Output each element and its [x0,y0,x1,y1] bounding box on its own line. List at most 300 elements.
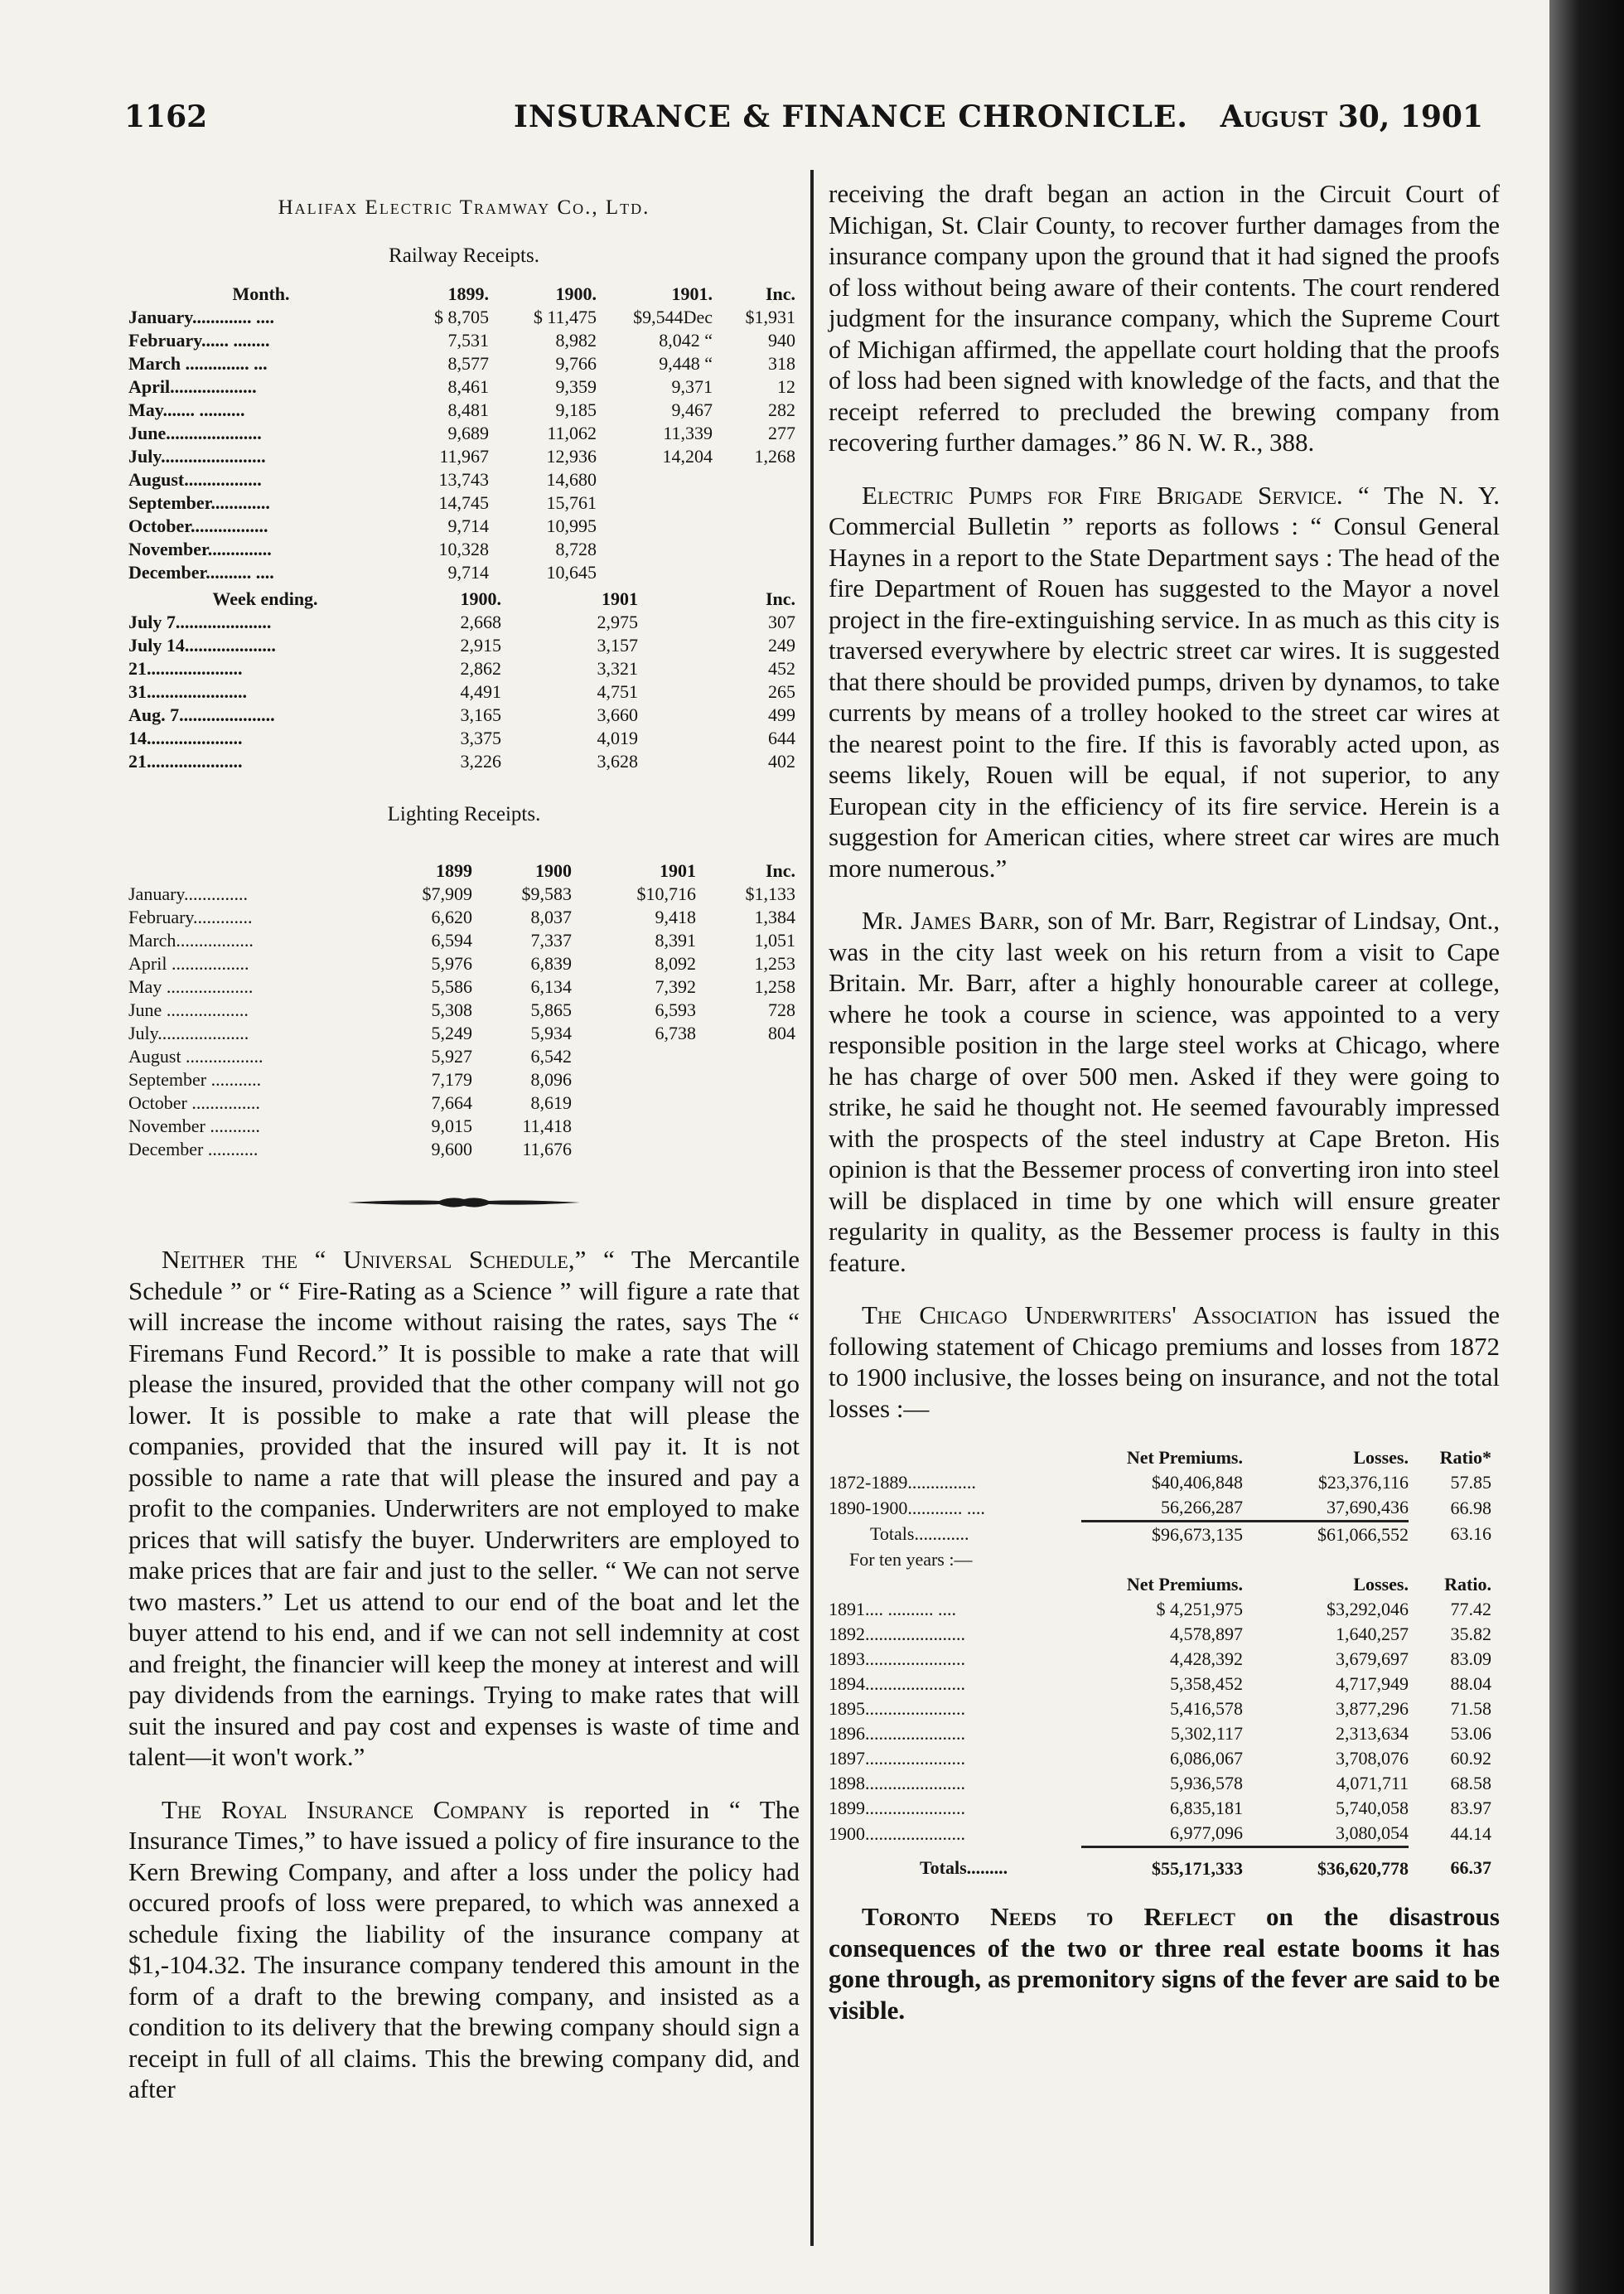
cell-inc: $1,931 [745,307,795,327]
cell-y1900: 3,165 [460,704,501,725]
cell-ratio: 71.58 [1450,1698,1491,1719]
cell-y1901 [597,561,713,584]
cell-ratio: 66.98 [1450,1497,1491,1518]
row-label: 21..................... [128,658,243,679]
issue-date: August 30, 1901 [1220,99,1483,134]
col-header: Ratio. [1444,1574,1491,1595]
article-royal-insurance [128,1794,800,2105]
cell-inc [696,1138,795,1161]
cell-inc [696,1045,795,1068]
cell-y1899: 5,249 [431,1023,472,1043]
cell-y1900: 8,982 [555,330,597,351]
table-row [128,680,795,704]
lighting-receipts-table [128,859,795,1161]
cell-y1901: 9,448 “ [659,353,713,374]
cell-inc: 1,384 [754,907,795,927]
cell-inc: 1,051 [754,930,795,951]
row-label: 1899...................... [829,1798,965,1818]
cell-y1901: 3,321 [597,658,638,679]
cell-loss: 4,071,711 [1336,1773,1409,1793]
col-header [128,859,377,883]
article-lead: Electric Pumps for Fire Brigade Service. [862,480,1343,510]
cell-y1901: 9,371 [671,376,713,397]
totals-losses: $36,620,778 [1243,1847,1409,1882]
cell-y1900: 11,062 [547,423,597,443]
cell-y1900: 2,668 [460,612,501,632]
row-label: May....... .......... [128,399,245,420]
totals-row [829,1847,1491,1882]
page-header [124,99,1483,157]
col-header: 1900. [460,588,501,609]
cell-ratio: 35.82 [1450,1624,1491,1644]
article-lead: Toronto Needs to Reflect [862,1902,1235,1931]
row-label: 14..................... [128,728,243,748]
table-row [128,999,795,1022]
cell-y1899: 6,620 [431,907,472,927]
cell-ratio: 77.42 [1450,1599,1491,1619]
cell-inc [696,1115,795,1138]
row-label: July 14.................... [128,635,276,656]
article-lead: Mr. James Barr, [862,906,1041,935]
row-label: 21..................... [128,751,243,772]
cell-y1901: 8,391 [655,930,696,951]
cell-inc: 499 [768,704,795,725]
row-label: 1893...................... [829,1648,965,1669]
cell-loss: 4,717,949 [1336,1673,1409,1694]
row-label: April ................. [128,953,249,974]
table-row [128,468,795,491]
table-row [128,445,795,468]
cell-y1901: 4,019 [597,728,638,748]
col-header: Inc. [765,860,795,881]
cell-y1901: 3,660 [597,704,638,725]
cell-inc: 1,268 [754,446,795,467]
row-label: January............. .... [128,307,275,327]
cell-y1900: 2,915 [460,635,501,656]
cell-prem: 4,428,392 [1170,1648,1243,1669]
cell-y1900: 10,995 [546,515,597,536]
totals-ratio: 66.37 [1450,1857,1491,1879]
table-row [128,561,795,584]
col-header: Losses. [1353,1574,1409,1595]
column-divider [810,170,814,2246]
cell-y1900: 7,337 [530,930,572,951]
page-number: 1162 [124,99,208,134]
cell-inc: 402 [768,751,795,772]
cell-y1899: 9,015 [431,1116,472,1136]
col-header: 1900. [555,283,597,304]
row-label: June .................. [128,999,249,1020]
cell-y1901: 3,628 [597,751,638,772]
row-label: November.............. [128,539,272,559]
cell-y1899: 8,481 [447,399,489,420]
halifax-title: Halifax Electric Tramway Co., Ltd. [278,196,650,219]
col-header [829,1445,1081,1470]
table-row [128,352,795,375]
col-header: Inc. [765,283,795,304]
cell-y1901: 4,751 [597,681,638,702]
cell-y1901: 14,204 [662,446,713,467]
cell-y1900: 8,037 [530,907,572,927]
cell-inc [696,1091,795,1115]
cell-y1899: 6,594 [431,930,472,951]
cell-y1900: 5,865 [530,999,572,1020]
table-row [128,1138,795,1161]
table-row [829,1821,1491,1847]
row-label: August ................. [128,1046,263,1067]
cell-inc: 728 [768,999,795,1020]
article-body: “ The Mercantile Schedule ” or “ Fire-Rating as a Science ” will figure a rate that will increase the income without raising the rates, says The “ Firemans Fund Record.” It is possible to make a rate that will please the insured, provided that the other company will not go lower. It is possible to make a rate that will please the companies, provided that the insured will pay it. It is not possible to name a rate that will please the insured and pay a profit to the companies. Underwriters are not employed to make prices that will satisfy the buyer. Underwriters are employed to make prices that are fair and just to the seller. “ We can not serve two masters.” Let us attend to our end of the boat and let the buyer attend to his end, and if we can not sell indemnity at cost and freight, the financier will keep the money at interest and will pay dividends from the earnings. Trying to make rates that will suit the insured and pay cost and expenses is waste of time and talent—it won't work.” [128,1245,800,1771]
row-label: September ........... [128,1069,262,1090]
cell-y1901 [572,1068,696,1091]
table-row [128,306,795,329]
cell-y1900: 2,862 [460,658,501,679]
cell-ratio: 83.09 [1450,1648,1491,1669]
cell-y1901: $9,544Dec [633,307,713,327]
cell-loss: 3,080,054 [1336,1822,1409,1843]
row-label: 1898...................... [829,1773,965,1793]
table-row [128,538,795,561]
cell-inc: 12 [777,376,795,397]
cell-y1900: 3,375 [460,728,501,748]
cell-y1899: 5,586 [431,976,472,997]
cell-loss: 1,640,257 [1336,1624,1409,1644]
cell-y1901: $10,716 [636,883,696,904]
row-label: Aug. 7..................... [128,704,275,725]
cell-prem: 4,578,897 [1170,1624,1243,1644]
table-row [128,611,795,634]
cell-y1899: 9,689 [447,423,489,443]
cell-loss: 3,708,076 [1336,1748,1409,1769]
cell-y1901 [597,468,713,491]
cell-prem: 56,266,287 [1161,1497,1243,1517]
right-column [829,178,1500,2047]
cell-y1899: 5,927 [431,1046,472,1067]
totals-ratio: 63.16 [1450,1523,1491,1545]
cell-y1899: 8,461 [447,376,489,397]
cell-y1901: 3,157 [597,635,638,656]
cell-inc: 1,253 [754,953,795,974]
cell-inc: 318 [768,353,795,374]
row-label: December ........... [128,1139,259,1159]
article-royal-insurance-cont: receiving the draft began an action in the Circuit Court of Michigan, St. Clair County, to recover further damages from the insurance company upon the ground that it had signed the proofs of loss without being aware of their contents. The court rendered judgment for the insurance company, which the Supreme Court of Michigan affirmed, the appellate court holding that the proofs of loss had been signed with knowledge of the facts, and that the receipt referred to precluded the brewing company from recovering further damages.” 86 N. W. R., 388. [829,179,1500,457]
table-row [128,491,795,515]
cell-y1901 [597,538,713,561]
row-label: October ............... [128,1092,260,1113]
cell-y1900: 8,619 [530,1092,572,1113]
article-lead: Neither the “ Universal Schedule,” [162,1245,587,1274]
row-label: 1872-1889............... [829,1472,976,1493]
cell-inc: 804 [768,1023,795,1043]
cell-inc [713,515,795,538]
article-body: “ The N. Y. Commercial Bulletin ” reports as follows : “ Consul General Haynes in a report to the State Department says : The head of the fire Department of Rouen has suggested to the Mayor a novel project in the fire-extinguishing service. In as much as this city is traversed everywhere by electric street car wires. It is suggested that there should be provided pumps, driven by dynamos, to take currents by means of a trolley hooked to the street car wires at the nearest point to the fire. If this is favorably acted upon, as seems likely, Rouen will be equal, if not superior, to any European city in the efficiency of its fire service. Herein is a suggestion for American cities, where street car wires are much more numerous.” [829,480,1500,883]
col-header: Ratio* [1439,1447,1491,1468]
cell-prem: 5,416,578 [1170,1698,1243,1719]
row-label: 1896...................... [829,1723,965,1744]
cell-y1900: 4,491 [460,681,501,702]
cell-prem: 6,977,096 [1170,1822,1243,1843]
cell-y1900: 11,418 [522,1116,572,1136]
cell-prem: 6,835,181 [1170,1798,1243,1818]
table-row [128,1045,795,1068]
row-label: November ........... [128,1116,260,1136]
row-label: July 7..................... [128,612,272,632]
table-row [829,1796,1491,1821]
cell-y1899: $ 8,705 [434,307,489,327]
cell-y1901: 9,418 [655,907,696,927]
table-row [128,329,795,352]
article-body: on the disastrous consequences of the two or three real estate booms it has gone through, as premonitory signs of the fever are said to be visible. [829,1902,1500,2025]
cell-y1900: 6,542 [530,1046,572,1067]
cell-y1900: 9,359 [555,376,597,397]
article-universal-schedule [128,1244,800,1773]
col-header: Month. [232,283,290,304]
row-label: July.................... [128,1023,249,1043]
cell-inc: 1,258 [754,976,795,997]
cell-y1901: 11,339 [663,423,713,443]
week-receipts-table [128,588,795,773]
col-header: Net Premiums. [1126,1447,1243,1468]
table-row [829,1721,1491,1746]
cell-inc: 940 [768,330,795,351]
table-row [128,750,795,773]
cell-y1901 [572,1091,696,1115]
cell-y1900: $9,583 [521,883,572,904]
table-row [829,1647,1491,1672]
cell-y1901: 8,042 “ [659,330,713,351]
totals-label: Totals......... [920,1857,1008,1879]
cell-y1900: 6,134 [530,976,572,997]
table-row [128,704,795,727]
row-label: February...... ........ [128,330,270,351]
railway-receipts-title: Railway Receipts. [389,244,539,267]
row-label: September............. [128,492,270,513]
article-lead: The Chicago Underwriters' Association [862,1300,1318,1329]
table-row [829,1696,1491,1721]
table-header-row [128,859,795,883]
table-row [128,929,795,952]
cell-prem: 5,302,117 [1170,1723,1243,1744]
table-row [128,399,795,422]
totals-row [829,1522,1491,1548]
row-label: 1891.... .......... .... [829,1599,956,1619]
article-lead: The Royal Insurance Company [162,1794,528,1824]
table-header-row [128,283,795,306]
cell-y1901: 9,467 [671,399,713,420]
table-row [128,727,795,750]
article-body: is reported in “ The Insurance Times,” to have issued a policy of fire insurance to the Kern Brewing Company, and after a loss under the policy had occured proofs of loss were prepared, to which was annexed a schedule fixing the liability of the insurance company at $1,-104.32. The insurance company tendered this amount in the form of a draft to the brewing company, and insisted as a condition to its delivery that the brewing company should sign a receipt in full of all claims. This the brewing company did, and after [128,1794,800,2103]
cell-y1900: 5,934 [530,1023,572,1043]
article-chicago-underwriters [829,1299,1500,1424]
cell-inc [713,561,795,584]
cell-y1901: 8,092 [655,953,696,974]
cell-prem: $ 4,251,975 [1156,1599,1243,1619]
cell-ratio: 60.92 [1450,1748,1491,1769]
table-header-row [829,1572,1491,1597]
col-header: 1901 [660,860,696,881]
cell-ratio: 53.06 [1450,1723,1491,1744]
row-label: January.............. [128,883,248,904]
cell-ratio: 88.04 [1450,1673,1491,1694]
cell-inc: 249 [768,635,795,656]
col-header: Losses. [1353,1447,1409,1468]
cell-inc: 452 [768,658,795,679]
cell-y1899: 11,967 [439,446,489,467]
article-body: has issued the following statement of Chicago premiums and losses from 1872 to 1900 inclusive, the losses being on insurance, and not the total losses :— [829,1300,1501,1423]
cell-ratio: 44.14 [1450,1822,1491,1844]
row-label: July....................... [128,446,266,467]
article-body: son of Mr. Barr, Registrar of Lindsay, Ont., was in the city last week on his return from a visit to Cape Britain. Mr. Barr, after a highly honourable career at college, where he took a course in science, was appointed to a very responsible position in the large steel works at Chicago, where he has charge of over 500 men. Asked if they were going to strike, he said he thought not. He seemed favourably impressed with the prospects of the steel industry at Cape Breton. His opinion is that the Bessemer process of converting iron into steel will be displaced in time by one which will ensure greater regularity in quality, as the Bessemer process is faulty in this feature. [829,906,1501,1277]
cell-y1901: 6,738 [655,1023,696,1043]
cell-y1900: 15,761 [546,492,597,513]
row-label: December.......... .... [128,562,274,583]
table-row [829,1597,1491,1622]
totals-premiums: $96,673,135 [1081,1522,1243,1548]
cell-y1900: 6,839 [530,953,572,974]
row-label: October................. [128,515,268,536]
cell-loss: 3,877,296 [1336,1698,1409,1719]
table-row [128,422,795,445]
publication-title: INSURANCE & FINANCE CHRONICLE. [514,99,1188,134]
cell-y1899: 14,745 [438,492,489,513]
cell-inc: 307 [768,612,795,632]
table-row [128,1022,795,1045]
table-row [128,1091,795,1115]
col-header [829,1572,1081,1597]
cell-y1900: 10,645 [546,562,597,583]
cell-y1901 [597,491,713,515]
table-row [829,1672,1491,1696]
row-label: 1894...................... [829,1673,965,1694]
cell-inc [713,538,795,561]
lighting-receipts-title: Lighting Receipts. [387,803,541,825]
cell-inc: 644 [768,728,795,748]
row-label: June..................... [128,423,262,443]
row-label: 1890-1900............ .... [829,1497,985,1518]
cell-y1899: 7,664 [431,1092,472,1113]
cell-y1901: 7,392 [655,976,696,997]
cell-loss: 5,740,058 [1336,1798,1409,1818]
left-column [128,178,800,2127]
row-label: May ................... [128,976,254,997]
table-row [829,1746,1491,1771]
row-label: August................. [128,469,262,490]
cell-inc: $1,133 [745,883,795,904]
cell-y1900: 9,185 [555,399,597,420]
cell-inc [713,468,795,491]
section-ornament [348,1194,580,1211]
article-toronto [829,1901,1500,2025]
cell-y1899: 13,743 [438,469,489,490]
table-row [128,1068,795,1091]
cell-y1899: 5,308 [431,999,472,1020]
cell-y1900: 9,766 [555,353,597,374]
cell-y1899: $7,909 [422,883,472,904]
cell-y1899: 9,600 [431,1139,472,1159]
cell-y1900: $ 11,475 [533,307,597,327]
cell-loss: 2,313,634 [1336,1723,1409,1744]
cell-y1899: 5,976 [431,953,472,974]
table-row [829,1771,1491,1796]
table-row [128,883,795,906]
cell-prem: $40,406,848 [1152,1472,1243,1493]
chicago-premiums-table [829,1445,1491,1881]
row-label: 31...................... [128,681,247,702]
cell-y1900: 3,226 [460,751,501,772]
row-label: 1897...................... [829,1748,965,1769]
cell-y1901 [572,1045,696,1068]
cell-inc [696,1068,795,1091]
cell-loss: 3,679,697 [1336,1648,1409,1669]
section-label-row [829,1547,1491,1572]
row-label: February............. [128,907,253,927]
cell-loss: $3,292,046 [1327,1599,1409,1619]
cell-ratio: 57.85 [1450,1472,1491,1493]
row-label: 1900...................... [829,1822,965,1844]
cell-y1900: 12,936 [546,446,597,467]
cell-y1900: 8,728 [555,539,597,559]
cell-prem: 5,936,578 [1170,1773,1243,1793]
table-row [829,1470,1491,1495]
cell-y1900: 8,096 [530,1069,572,1090]
col-header: 1899 [436,860,472,881]
row-label: March................. [128,930,254,951]
cell-y1901 [597,515,713,538]
totals-label: Totals............ [870,1523,969,1545]
table-row [829,1622,1491,1647]
totals-losses: $61,066,552 [1243,1522,1409,1548]
cell-y1901: 2,975 [597,612,638,632]
cell-y1900: 14,680 [546,469,597,490]
table-row [829,1495,1491,1522]
col-header: Week ending. [212,588,318,609]
railway-receipts-table [128,283,795,584]
col-header: 1899. [447,283,489,304]
col-header: 1901. [671,283,713,304]
row-label: 1892...................... [829,1624,965,1644]
col-header: 1901 [602,588,638,609]
col-header: 1900 [535,860,572,881]
row-label: March .............. ... [128,353,268,374]
table-row [128,906,795,929]
row-label: April................... [128,376,257,397]
cell-ratio: 83.97 [1450,1798,1491,1818]
col-header: Net Premiums. [1126,1574,1243,1595]
table-row [128,515,795,538]
cell-y1901 [572,1138,696,1161]
table-row [128,375,795,399]
cell-ratio: 68.58 [1450,1773,1491,1793]
cell-y1899: 9,714 [447,562,489,583]
cell-y1901 [572,1115,696,1138]
table-row [128,975,795,999]
cell-prem: 6,086,067 [1170,1748,1243,1769]
cell-loss: $23,376,116 [1317,1472,1409,1493]
table-header-row [829,1445,1491,1470]
table-header-row [128,588,795,611]
cell-inc: 265 [768,681,795,702]
cell-y1899: 7,179 [431,1069,472,1090]
ten-years-label: For ten years :— [849,1549,973,1570]
article-electric-pumps [829,480,1500,884]
cell-prem: 5,358,452 [1170,1673,1243,1694]
table-row [128,657,795,680]
cell-y1899: 8,577 [447,353,489,374]
row-label: 1895...................... [829,1698,965,1719]
cell-inc: 282 [768,399,795,420]
totals-premiums: $55,171,333 [1081,1847,1243,1882]
table-row [128,634,795,657]
